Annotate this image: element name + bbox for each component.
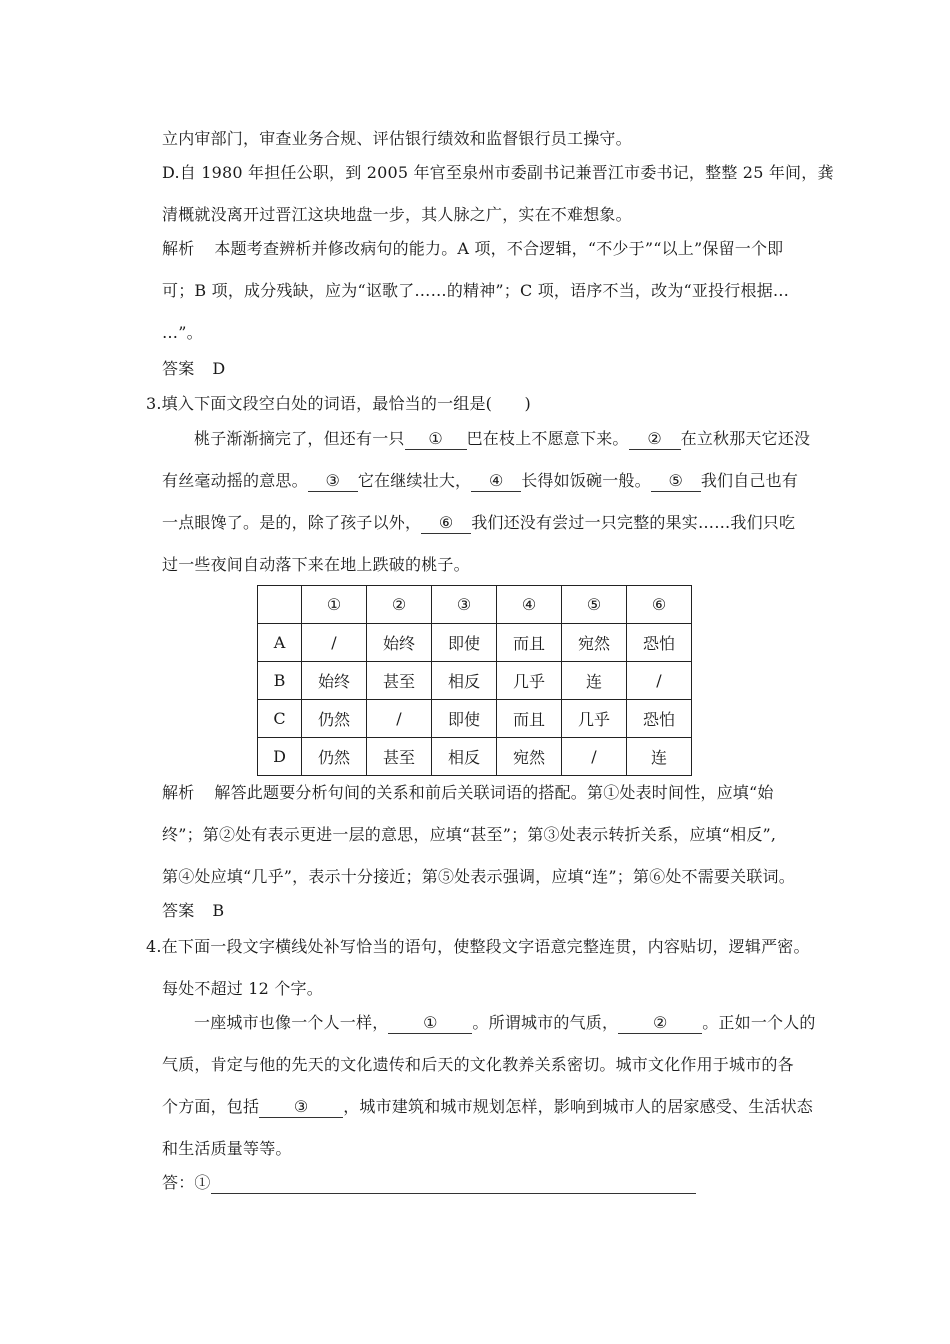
question-stem: 4.在下面一段文字横线处补写恰当的语句，使整段文字语意完整连贯，内容贴切，逻辑严密。: [146, 937, 810, 956]
blank-2: ②: [629, 429, 681, 450]
table-header-cell: ④: [497, 586, 562, 624]
table-cell: 恐怕: [627, 700, 692, 738]
passage-line: 过一些夜间自动落下来在地上跌破的桃子。: [162, 555, 470, 574]
text-line: 立内审部门，审查业务合规、评估银行绩效和监督银行员工操守。: [162, 129, 632, 148]
answer-input-line[interactable]: [211, 1175, 696, 1194]
table-cell: 甚至: [367, 738, 432, 776]
table-cell: 而且: [497, 624, 562, 662]
table-cell: 几乎: [562, 700, 627, 738]
table-cell: /: [367, 700, 432, 738]
table-cell: 即使: [432, 700, 497, 738]
blank-2: ②: [618, 1013, 702, 1034]
table-cell: /: [302, 624, 367, 662]
table-cell: 恐怕: [627, 624, 692, 662]
table-header-cell: ①: [302, 586, 367, 624]
answer-prefix: 答：①: [162, 1173, 211, 1192]
passage-line: 有丝毫动摇的意思。 ③ 它在继续壮大， ④ 长得如饭碗一般。 ⑤ 我们自己也有: [162, 471, 799, 490]
table-header-cell: ②: [367, 586, 432, 624]
analysis-line: 可；B 项，成分残缺，应为“讴歌了……的精神”；C 项，语序不当，改为“亚投行根据…: [162, 281, 790, 300]
table-cell: /: [627, 662, 692, 700]
table-row: [258, 624, 692, 662]
blank-6: ⑥: [421, 513, 471, 534]
option-label-cell: A: [258, 624, 302, 662]
table-row: [258, 662, 692, 700]
blank-5: ⑤: [651, 471, 701, 492]
passage-line: 一座城市也像一个人一样， ① 。所谓城市的气质， ② 。正如一个人的: [194, 1013, 816, 1032]
table-cell: 相反: [432, 662, 497, 700]
analysis-line: 终”；第②处有表示更进一层的意思，应填“甚至”；第③处表示转折关系，应填“相反”,: [162, 825, 777, 844]
analysis-line: …”。: [162, 323, 203, 342]
table-cell: 始终: [302, 662, 367, 700]
table-cell: 甚至: [367, 662, 432, 700]
table-header-cell: ③: [432, 586, 497, 624]
table-header-row: [258, 586, 692, 624]
blank-4: ④: [471, 471, 521, 492]
table-row: [258, 700, 692, 738]
blank-3: ③: [259, 1097, 343, 1118]
passage-line: 和生活质量等等。: [162, 1139, 292, 1158]
blank-1: ①: [388, 1013, 472, 1034]
table-header-cell: [258, 586, 302, 624]
table-cell: 相反: [432, 738, 497, 776]
option-label-cell: C: [258, 700, 302, 738]
answer-line: [162, 900, 224, 922]
text-line: 清概就没离开过晋江这块地盘一步，其人脉之广，实在不难想象。: [162, 205, 632, 224]
answer-line: [162, 1172, 696, 1194]
answer-label: 答案: [162, 901, 195, 920]
question-stem: 每处不超过 12 个字。: [162, 979, 323, 998]
option-label-cell: D: [258, 738, 302, 776]
analysis-line: 解析 本题考查辨析并修改病句的能力。A 项，不合逻辑，“不少于”“以上”保留一个即: [162, 239, 784, 258]
analysis-label: 解析: [162, 239, 195, 258]
answer-line: [162, 358, 225, 380]
passage-line: 个方面，包括 ③ ，城市建筑和城市规划怎样，影响到城市人的居家感受、生活状态: [162, 1097, 814, 1116]
table-cell: 连: [627, 738, 692, 776]
table-header-cell: ⑤: [562, 586, 627, 624]
table-cell: 宛然: [497, 738, 562, 776]
answer-label: 答案: [162, 359, 195, 378]
table-row: [258, 738, 692, 776]
passage-line: 桃子渐渐摘完了，但还有一只 ① 巴在枝上不愿意下来。 ② 在立秋那天它还没: [194, 429, 811, 448]
table-cell: /: [562, 738, 627, 776]
table-cell: 宛然: [562, 624, 627, 662]
option-label-cell: B: [258, 662, 302, 700]
option-d-line: D.自 1980 年担任公职，到 2005 年官至泉州市委副书记兼晋江市委书记，整整 25 年间，龚: [162, 163, 834, 182]
passage-line: 一点眼馋了。是的，除了孩子以外， ⑥ 我们还没有尝过一只完整的果实……我们只吃: [162, 513, 796, 532]
answer-value: D: [212, 359, 226, 378]
question-stem: 3.填入下面文段空白处的词语，最恰当的一组是( ): [146, 394, 531, 413]
table-header-cell: ⑥: [627, 586, 692, 624]
passage-line: 气质，肯定与他的先天的文化遗传和后天的文化教养关系密切。城市文化作用于城市的各: [162, 1055, 794, 1074]
analysis-line: 解析 解答此题要分析句间的关系和前后关联词语的搭配。第①处表时间性，应填“始: [162, 783, 774, 802]
table-cell: 即使: [432, 624, 497, 662]
options-table: [257, 585, 692, 776]
analysis-line: 第④处应填“几乎”，表示十分接近；第⑤处表示强调，应填“连”；第⑥处不需要关联词。: [162, 867, 795, 886]
table-cell: 几乎: [497, 662, 562, 700]
blank-3: ③: [308, 471, 358, 492]
table-cell: 连: [562, 662, 627, 700]
analysis-label: 解析: [162, 783, 195, 802]
answer-value: B: [212, 901, 225, 920]
table-cell: 始终: [367, 624, 432, 662]
blank-1: ①: [405, 429, 467, 450]
table-cell: 仍然: [302, 700, 367, 738]
table-cell: 仍然: [302, 738, 367, 776]
table-cell: 而且: [497, 700, 562, 738]
